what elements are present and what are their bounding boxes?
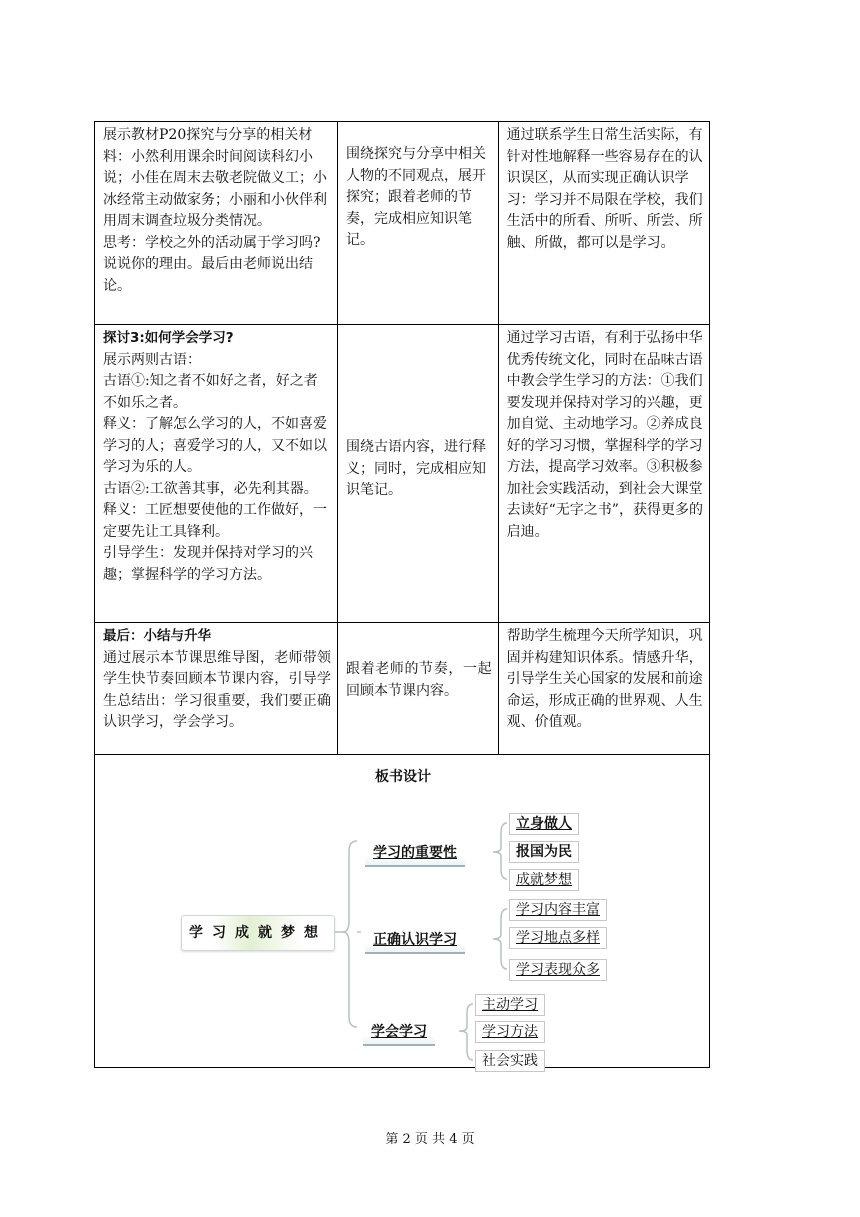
mindmap-leaf: 学习地点多样 (509, 927, 607, 949)
purpose-text: 通过联系学生日常生活实际，有针对性地解释一些容易存在的认识误区，从而实现正确认识学习：学习并不局限在学校，我们生活中的所看、所听、所尝、所触、所做，都可以是学习。 (506, 127, 703, 251)
design-purpose-cell (498, 325, 709, 623)
design-purpose-cell (498, 623, 709, 755)
purpose-text: 帮助学生梳理今天所学知识，巩固并构建知识体系。情感升华，引导学生关心国家的发展和前途命运，形成正确的世界观、人生观、价值观。 (506, 628, 703, 730)
board-mindmap (95, 755, 711, 1067)
mindmap-branch: 学会学习 (363, 1020, 435, 1046)
teacher-text: 古语②:工欲善其事，必先利其器。 (103, 480, 318, 497)
mindmap-leaf: 学习内容丰富 (509, 899, 607, 921)
student-text: 跟着老师的节奏，一起回顾本节课内容。 (346, 661, 492, 699)
table-row (95, 122, 710, 325)
teacher-text: 展示教材P20探究与分享的相关材料：小然利用课余时间阅读科幻小说；小佳在周末去敬老院做义工；小冰经常主动做家务；小丽和小伙伴利用周末调查垃圾分类情况。 (103, 127, 327, 229)
board-design-cell (95, 755, 710, 1068)
teacher-text: 释义：工匠想要使他的工作做好，一定要先让工具锋利。 (103, 502, 327, 540)
table-row (95, 325, 710, 623)
teacher-activity-cell (95, 325, 338, 623)
student-activity-cell (338, 122, 499, 325)
mindmap-leaf: 报国为民 (509, 841, 579, 863)
board-title: 板书设计 (375, 769, 431, 785)
student-text: 围绕古语内容，进行释义；同时，完成相应知识笔记。 (346, 439, 487, 498)
teacher-activity-cell (95, 623, 338, 755)
section-heading: 最后：小结与升华 (103, 628, 211, 644)
teacher-text: 引导学生：发现并保持对学习的兴趣；掌握科学的学习方法。 (103, 545, 313, 583)
mindmap-leaf: 立身做人 (509, 813, 579, 835)
student-text: 围绕探究与分享中相关人物的不同观点，展开探究；跟着老师的节奏，完成相应知识笔记。 (346, 146, 487, 248)
lesson-table (94, 121, 710, 1068)
design-purpose-cell (498, 122, 709, 325)
mindmap-leaf: 主动学习 (475, 994, 545, 1016)
mindmap-branch: 正确认识学习 (365, 928, 465, 954)
teacher-text: 展示两则古语： (103, 351, 201, 368)
student-activity-cell (338, 325, 499, 623)
teacher-text: 释义：了解怎么学习的人，不如喜爱学习的人；喜爱学习的人，又不如以学习为乐的人。 (103, 416, 327, 475)
mindmap-leaf: 社会实践 (475, 1050, 545, 1072)
teacher-text: 通过展示本节课思维导图，老师带领学生快节奏回顾本节课内容，引导学生总结出：学习很重要，我们要正确认识学习，学会学习。 (103, 649, 332, 730)
mindmap-branch: 学习的重要性 (365, 841, 465, 867)
page-footer: 第 2 页 共 4 页 (385, 1132, 475, 1147)
mindmap-leaf: 学习方法 (475, 1021, 545, 1043)
teacher-text: 古语①:知之者不如好之者，好之者不如乐之者。 (103, 373, 318, 411)
teacher-text: 思考：学校之外的活动属于学习吗?说说你的理由。最后由老师说出结论。 (103, 234, 321, 294)
purpose-text: 通过学习古语，有利于弘扬中华优秀传统文化，同时在品味古语中教会学生学习的方法：①我们要发现并保持对学习的兴趣，更加自觉、主动地学习。②养成良好的学习习惯，掌握科学的学习方法，提高学习效率。③积极参加社会实践活动，到社会大课堂去读好“无字之书”，获得更多的启迪。 (506, 330, 703, 540)
mindmap-leaf: 学习表现众多 (509, 959, 607, 981)
mindmap-root: 学习成就梦想 (181, 915, 335, 951)
mindmap-leaf: 成就梦想 (509, 869, 579, 891)
section-heading: 探讨3:如何学会学习? (103, 330, 234, 346)
table-row (95, 755, 710, 1068)
student-activity-cell (338, 623, 499, 755)
teacher-activity-cell (95, 122, 338, 325)
table-row (95, 623, 710, 755)
